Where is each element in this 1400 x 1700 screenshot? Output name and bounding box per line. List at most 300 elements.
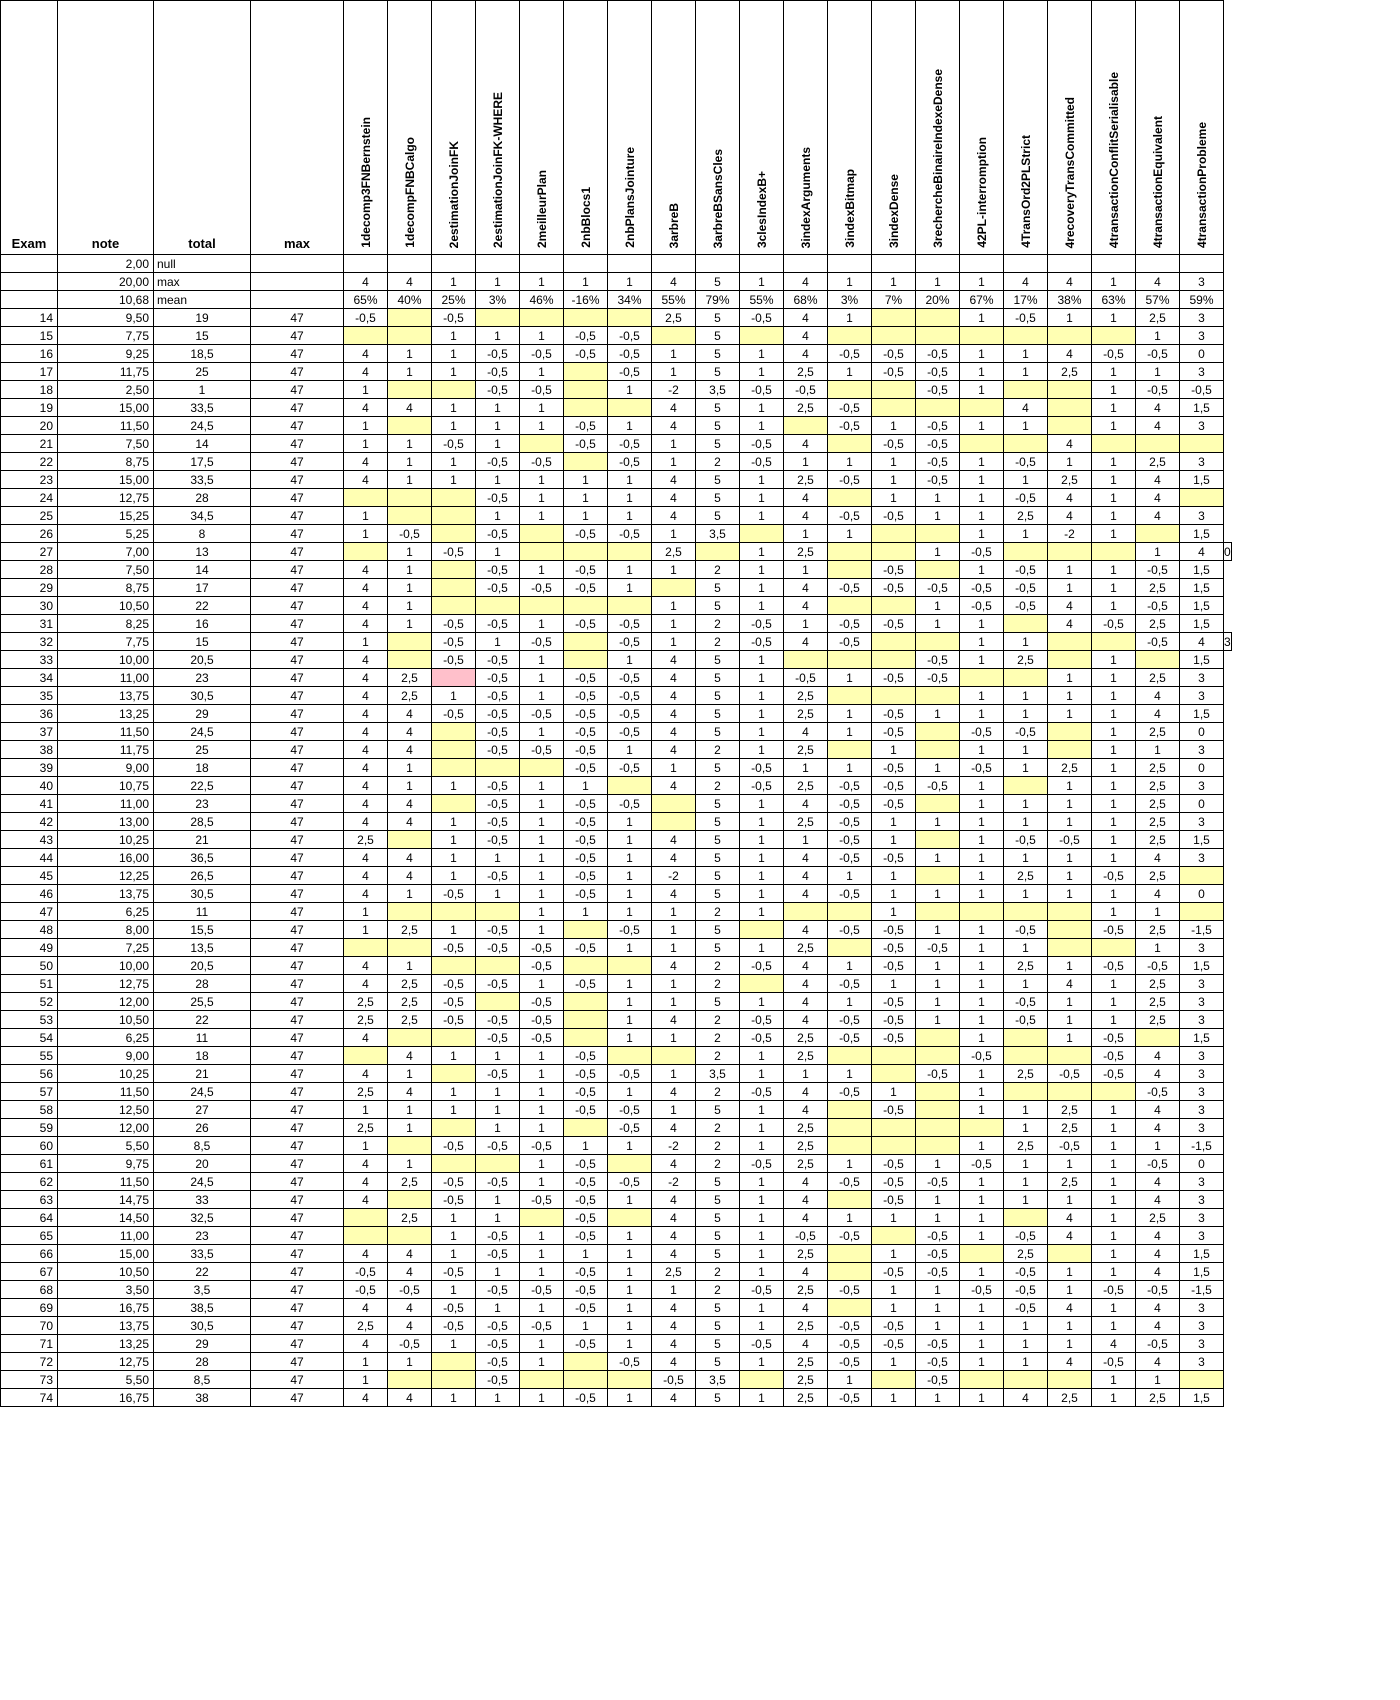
cell-question-10[interactable]: -0,5 bbox=[784, 669, 828, 687]
cell-question-16[interactable]: -2 bbox=[1048, 525, 1092, 543]
cell-question-12[interactable]: -0,5 bbox=[872, 957, 916, 975]
cell-question-8[interactable]: 5 bbox=[696, 489, 740, 507]
cell-question-12[interactable]: -0,5 bbox=[872, 345, 916, 363]
cell-question-19[interactable]: 3 bbox=[1180, 975, 1224, 993]
cell-question-14[interactable]: 1 bbox=[960, 939, 1004, 957]
cell-note[interactable]: 9,00 bbox=[58, 1047, 154, 1065]
cell-question-19[interactable]: 4 bbox=[1180, 633, 1224, 651]
cell-exam[interactable]: 63 bbox=[1, 1191, 58, 1209]
cell-question-18[interactable]: 2,5 bbox=[1136, 453, 1180, 471]
cell-question-8[interactable]: 5 bbox=[696, 1101, 740, 1119]
stat-value-cell-10[interactable]: 4 bbox=[784, 273, 828, 291]
cell-question-9[interactable]: -0,5 bbox=[740, 1029, 784, 1047]
cell-question-2[interactable]: -0,5 bbox=[432, 705, 476, 723]
stat-value-cell-4[interactable] bbox=[520, 255, 564, 273]
cell-question-0[interactable]: 4 bbox=[344, 1173, 388, 1191]
cell-question-2[interactable]: 1 bbox=[432, 345, 476, 363]
cell-question-7[interactable]: 4 bbox=[652, 957, 696, 975]
cell-question-17[interactable]: 1 bbox=[1092, 795, 1136, 813]
table-row[interactable] bbox=[1, 489, 1232, 507]
cell-question-5[interactable]: -0,5 bbox=[564, 1065, 608, 1083]
cell-question-6[interactable]: -0,5 bbox=[608, 525, 652, 543]
cell-question-12[interactable]: 1 bbox=[872, 1245, 916, 1263]
cell-total[interactable]: 38 bbox=[154, 1389, 251, 1407]
cell-question-9[interactable]: 1 bbox=[740, 1119, 784, 1137]
cell-question-0[interactable] bbox=[344, 1047, 388, 1065]
table-row[interactable] bbox=[1, 741, 1232, 759]
cell-question-13[interactable]: 1 bbox=[916, 543, 960, 561]
cell-question-15[interactable] bbox=[1004, 903, 1048, 921]
cell-question-18[interactable]: 4 bbox=[1136, 885, 1180, 903]
cell-question-13[interactable] bbox=[916, 795, 960, 813]
cell-question-10[interactable]: 4 bbox=[784, 957, 828, 975]
cell-question-10[interactable] bbox=[784, 417, 828, 435]
cell-question-6[interactable]: 1 bbox=[608, 471, 652, 489]
cell-question-17[interactable]: 1 bbox=[1092, 1101, 1136, 1119]
cell-total[interactable]: 22 bbox=[154, 1011, 251, 1029]
cell-question-19[interactable]: 3 bbox=[1180, 417, 1224, 435]
cell-question-6[interactable] bbox=[608, 1047, 652, 1065]
table-row[interactable] bbox=[1, 1281, 1232, 1299]
cell-question-3[interactable]: -0,5 bbox=[476, 1281, 520, 1299]
cell-question-0[interactable]: 4 bbox=[344, 399, 388, 417]
cell-question-9[interactable] bbox=[740, 975, 784, 993]
cell-question-8[interactable]: 2 bbox=[696, 1011, 740, 1029]
cell-question-16[interactable]: 2,5 bbox=[1048, 1101, 1092, 1119]
cell-question-19[interactable]: -1,5 bbox=[1180, 1281, 1224, 1299]
cell-question-4[interactable]: 1 bbox=[520, 669, 564, 687]
cell-question-4[interactable]: 1 bbox=[520, 1173, 564, 1191]
cell-question-4[interactable]: 1 bbox=[520, 1227, 564, 1245]
stat-value-cell-5[interactable]: 1 bbox=[564, 273, 608, 291]
cell-note[interactable]: 5,50 bbox=[58, 1371, 154, 1389]
cell-question-14[interactable] bbox=[960, 1119, 1004, 1137]
cell-question-10[interactable]: 2,5 bbox=[784, 1371, 828, 1389]
cell-question-4[interactable]: 1 bbox=[520, 777, 564, 795]
cell-question-19[interactable]: 3 bbox=[1180, 939, 1224, 957]
cell-question-9[interactable]: 1 bbox=[740, 399, 784, 417]
cell-question-1[interactable] bbox=[388, 489, 432, 507]
cell-question-10[interactable]: 2,5 bbox=[784, 1047, 828, 1065]
cell-exam[interactable]: 64 bbox=[1, 1209, 58, 1227]
cell-question-11[interactable] bbox=[828, 1299, 872, 1317]
cell-exam[interactable]: 71 bbox=[1, 1335, 58, 1353]
cell-question-1[interactable]: 4 bbox=[388, 741, 432, 759]
cell-question-7[interactable]: 4 bbox=[652, 1299, 696, 1317]
cell-question-0[interactable] bbox=[344, 327, 388, 345]
cell-question-14[interactable] bbox=[960, 1245, 1004, 1263]
cell-question-19[interactable]: 3 bbox=[1180, 363, 1224, 381]
cell-note[interactable]: 11,75 bbox=[58, 741, 154, 759]
cell-question-6[interactable]: 1 bbox=[608, 1227, 652, 1245]
cell-question-18[interactable]: 1 bbox=[1136, 327, 1180, 345]
cell-question-19[interactable]: 1,5 bbox=[1180, 525, 1224, 543]
cell-exam[interactable]: 26 bbox=[1, 525, 58, 543]
cell-exam[interactable]: 37 bbox=[1, 723, 58, 741]
cell-question-2[interactable] bbox=[432, 669, 476, 687]
cell-exam[interactable]: 29 bbox=[1, 579, 58, 597]
cell-max[interactable]: 47 bbox=[251, 561, 344, 579]
stat-value-cell-3[interactable] bbox=[476, 255, 520, 273]
cell-question-6[interactable]: -0,5 bbox=[608, 1353, 652, 1371]
cell-question-1[interactable]: 1 bbox=[388, 1101, 432, 1119]
cell-question-8[interactable]: 2 bbox=[696, 957, 740, 975]
cell-question-4[interactable]: 1 bbox=[520, 1155, 564, 1173]
cell-question-10[interactable]: 2,5 bbox=[784, 705, 828, 723]
cell-question-17[interactable]: -0,5 bbox=[1092, 345, 1136, 363]
cell-total[interactable]: 15,5 bbox=[154, 921, 251, 939]
cell-question-18[interactable] bbox=[1136, 435, 1180, 453]
stat-value-cell-6[interactable]: 34% bbox=[608, 291, 652, 309]
cell-exam[interactable]: 65 bbox=[1, 1227, 58, 1245]
stat-value-cell-4[interactable]: 46% bbox=[520, 291, 564, 309]
cell-question-10[interactable] bbox=[784, 651, 828, 669]
cell-total[interactable]: 15 bbox=[154, 633, 251, 651]
cell-question-3[interactable]: 1 bbox=[476, 1389, 520, 1407]
cell-question-1[interactable]: 4 bbox=[388, 795, 432, 813]
cell-question-4[interactable] bbox=[520, 525, 564, 543]
cell-total[interactable]: 18,5 bbox=[154, 345, 251, 363]
table-row[interactable] bbox=[1, 597, 1232, 615]
cell-question-1[interactable]: 1 bbox=[388, 543, 432, 561]
cell-question-0[interactable]: 4 bbox=[344, 345, 388, 363]
cell-question-4[interactable] bbox=[520, 597, 564, 615]
cell-question-2[interactable]: -0,5 bbox=[432, 975, 476, 993]
cell-max[interactable]: 47 bbox=[251, 363, 344, 381]
cell-question-6[interactable] bbox=[608, 1371, 652, 1389]
cell-question-3[interactable]: -0,5 bbox=[476, 1137, 520, 1155]
cell-question-18[interactable]: -0,5 bbox=[1136, 957, 1180, 975]
cell-note[interactable]: 13,00 bbox=[58, 813, 154, 831]
cell-question-7[interactable]: 4 bbox=[652, 705, 696, 723]
cell-question-6[interactable]: 1 bbox=[608, 993, 652, 1011]
cell-max[interactable]: 47 bbox=[251, 651, 344, 669]
cell-max[interactable]: 47 bbox=[251, 1083, 344, 1101]
cell-total[interactable]: 11 bbox=[154, 903, 251, 921]
cell-question-6[interactable]: -0,5 bbox=[608, 633, 652, 651]
cell-question-0[interactable]: 4 bbox=[344, 363, 388, 381]
cell-question-11[interactable]: -0,5 bbox=[828, 417, 872, 435]
cell-question-8[interactable]: 3,5 bbox=[696, 525, 740, 543]
cell-question-9[interactable]: -0,5 bbox=[740, 633, 784, 651]
cell-max[interactable]: 47 bbox=[251, 345, 344, 363]
cell-question-13[interactable]: -0,5 bbox=[916, 669, 960, 687]
cell-question-5[interactable]: -0,5 bbox=[564, 723, 608, 741]
cell-total[interactable]: 22 bbox=[154, 597, 251, 615]
table-row[interactable] bbox=[1, 1299, 1232, 1317]
cell-total[interactable]: 25,5 bbox=[154, 993, 251, 1011]
cell-question-1[interactable]: -0,5 bbox=[388, 1335, 432, 1353]
cell-question-16[interactable] bbox=[1048, 417, 1092, 435]
cell-question-18[interactable]: 2,5 bbox=[1136, 867, 1180, 885]
cell-question-6[interactable]: 1 bbox=[608, 831, 652, 849]
cell-note[interactable]: 11,50 bbox=[58, 1083, 154, 1101]
cell-total[interactable]: 30,5 bbox=[154, 1317, 251, 1335]
cell-question-11[interactable]: -0,5 bbox=[828, 1389, 872, 1407]
cell-question-13[interactable]: -0,5 bbox=[916, 1245, 960, 1263]
stat-value-cell-14[interactable] bbox=[960, 255, 1004, 273]
cell-question-8[interactable]: 5 bbox=[696, 831, 740, 849]
cell-question-14[interactable]: 1 bbox=[960, 885, 1004, 903]
cell-question-15[interactable] bbox=[1004, 543, 1048, 561]
cell-question-4[interactable]: 1 bbox=[520, 687, 564, 705]
cell-question-12[interactable]: -0,5 bbox=[872, 1335, 916, 1353]
cell-max[interactable]: 47 bbox=[251, 795, 344, 813]
cell-total[interactable]: 20,5 bbox=[154, 957, 251, 975]
cell-question-11[interactable]: -0,5 bbox=[828, 471, 872, 489]
cell-question-18[interactable]: 1 bbox=[1136, 363, 1180, 381]
cell-max[interactable]: 47 bbox=[251, 723, 344, 741]
table-row[interactable] bbox=[1, 1029, 1232, 1047]
cell-exam[interactable]: 68 bbox=[1, 1281, 58, 1299]
cell-total[interactable]: 18 bbox=[154, 1047, 251, 1065]
cell-question-1[interactable]: 1 bbox=[388, 597, 432, 615]
cell-question-13[interactable]: 1 bbox=[916, 885, 960, 903]
cell-question-3[interactable]: 1 bbox=[476, 435, 520, 453]
cell-question-0[interactable]: 4 bbox=[344, 759, 388, 777]
cell-note[interactable]: 15,00 bbox=[58, 1245, 154, 1263]
cell-question-13[interactable] bbox=[916, 561, 960, 579]
cell-question-16[interactable]: 1 bbox=[1048, 579, 1092, 597]
cell-max[interactable]: 47 bbox=[251, 1281, 344, 1299]
cell-total[interactable]: 3,5 bbox=[154, 1281, 251, 1299]
cell-question-5[interactable]: -0,5 bbox=[564, 1083, 608, 1101]
cell-question-16[interactable]: 1 bbox=[1048, 1335, 1092, 1353]
cell-question-2[interactable] bbox=[432, 1065, 476, 1083]
cell-question-11[interactable]: -0,5 bbox=[828, 507, 872, 525]
cell-question-1[interactable]: 1 bbox=[388, 759, 432, 777]
cell-question-8[interactable]: 5 bbox=[696, 1227, 740, 1245]
cell-question-5[interactable]: -0,5 bbox=[564, 1227, 608, 1245]
cell-question-3[interactable] bbox=[476, 759, 520, 777]
cell-max[interactable]: 47 bbox=[251, 813, 344, 831]
cell-question-9[interactable]: 1 bbox=[740, 1245, 784, 1263]
cell-question-9[interactable]: 1 bbox=[740, 1299, 784, 1317]
cell-question-11[interactable] bbox=[828, 1191, 872, 1209]
cell-question-9[interactable]: 1 bbox=[740, 561, 784, 579]
cell-question-11[interactable] bbox=[828, 687, 872, 705]
cell-question-2[interactable] bbox=[432, 525, 476, 543]
table-row[interactable] bbox=[1, 849, 1232, 867]
cell-question-4[interactable]: 1 bbox=[520, 903, 564, 921]
cell-question-3[interactable]: -0,5 bbox=[476, 363, 520, 381]
cell-question-4[interactable]: -0,5 bbox=[520, 1281, 564, 1299]
stat-value-cell-12[interactable]: 7% bbox=[872, 291, 916, 309]
cell-question-6[interactable]: -0,5 bbox=[608, 687, 652, 705]
cell-question-18[interactable]: 4 bbox=[1136, 1263, 1180, 1281]
cell-question-13[interactable] bbox=[916, 903, 960, 921]
cell-question-6[interactable]: -0,5 bbox=[608, 1065, 652, 1083]
cell-question-11[interactable] bbox=[828, 939, 872, 957]
cell-exam[interactable]: 60 bbox=[1, 1137, 58, 1155]
stat-value-cell-16[interactable]: 38% bbox=[1048, 291, 1092, 309]
cell-question-13[interactable]: 1 bbox=[916, 615, 960, 633]
cell-question-18[interactable]: 4 bbox=[1136, 1227, 1180, 1245]
cell-question-13[interactable]: 1 bbox=[916, 1209, 960, 1227]
table-row[interactable] bbox=[1, 1065, 1232, 1083]
cell-question-12[interactable]: 1 bbox=[872, 867, 916, 885]
cell-question-1[interactable]: 4 bbox=[388, 1317, 432, 1335]
cell-total[interactable]: 13,5 bbox=[154, 939, 251, 957]
cell-question-2[interactable] bbox=[432, 489, 476, 507]
stat-value-cell-7[interactable]: 55% bbox=[652, 291, 696, 309]
cell-exam[interactable]: 47 bbox=[1, 903, 58, 921]
cell-question-14[interactable]: 1 bbox=[960, 1209, 1004, 1227]
cell-question-14[interactable]: 1 bbox=[960, 849, 1004, 867]
cell-question-14[interactable]: 1 bbox=[960, 381, 1004, 399]
cell-question-4[interactable]: -0,5 bbox=[520, 1029, 564, 1047]
cell-question-6[interactable]: -0,5 bbox=[608, 705, 652, 723]
cell-question-18[interactable]: 2,5 bbox=[1136, 615, 1180, 633]
cell-question-9[interactable]: -0,5 bbox=[740, 309, 784, 327]
cell-question-1[interactable]: 4 bbox=[388, 867, 432, 885]
cell-question-15[interactable]: 2,5 bbox=[1004, 957, 1048, 975]
cell-question-13[interactable] bbox=[916, 687, 960, 705]
cell-question-8[interactable]: 5 bbox=[696, 327, 740, 345]
cell-question-14[interactable]: 1 bbox=[960, 741, 1004, 759]
cell-question-1[interactable] bbox=[388, 939, 432, 957]
stat-value-cell-12[interactable] bbox=[872, 255, 916, 273]
cell-question-1[interactable]: 2,5 bbox=[388, 1011, 432, 1029]
cell-question-12[interactable]: -0,5 bbox=[872, 507, 916, 525]
cell-question-18[interactable] bbox=[1136, 1029, 1180, 1047]
cell-question-17[interactable]: -0,5 bbox=[1092, 615, 1136, 633]
cell-question-17[interactable]: 1 bbox=[1092, 1245, 1136, 1263]
cell-question-4[interactable]: -0,5 bbox=[520, 741, 564, 759]
cell-question-11[interactable]: -0,5 bbox=[828, 975, 872, 993]
cell-question-12[interactable]: -0,5 bbox=[872, 615, 916, 633]
cell-question-2[interactable]: -0,5 bbox=[432, 1137, 476, 1155]
cell-exam[interactable]: 42 bbox=[1, 813, 58, 831]
cell-question-11[interactable] bbox=[828, 327, 872, 345]
cell-question-16[interactable] bbox=[1048, 939, 1092, 957]
stat-value-cell-1[interactable] bbox=[388, 255, 432, 273]
table-row[interactable] bbox=[1, 1137, 1232, 1155]
stat-value-cell-1[interactable]: 4 bbox=[388, 273, 432, 291]
cell-question-15[interactable]: 1 bbox=[1004, 813, 1048, 831]
cell-exam[interactable]: 17 bbox=[1, 363, 58, 381]
cell-note[interactable]: 16,75 bbox=[58, 1299, 154, 1317]
cell-question-15[interactable]: 1 bbox=[1004, 1101, 1048, 1119]
cell-total[interactable]: 24,5 bbox=[154, 1083, 251, 1101]
cell-question-5[interactable]: -0,5 bbox=[564, 1191, 608, 1209]
cell-question-18[interactable]: 1 bbox=[1136, 1137, 1180, 1155]
cell-question-14[interactable]: 1 bbox=[960, 1029, 1004, 1047]
table-row[interactable] bbox=[1, 651, 1232, 669]
cell-question-10[interactable]: 2,5 bbox=[784, 471, 828, 489]
cell-total[interactable]: 24,5 bbox=[154, 723, 251, 741]
cell-question-16[interactable]: 4 bbox=[1048, 345, 1092, 363]
cell-question-5[interactable]: -0,5 bbox=[564, 1389, 608, 1407]
cell-question-19[interactable]: 1,5 bbox=[1180, 957, 1224, 975]
cell-question-11[interactable]: 1 bbox=[828, 993, 872, 1011]
cell-question-10[interactable]: 1 bbox=[784, 1065, 828, 1083]
cell-question-8[interactable]: 2 bbox=[696, 1083, 740, 1101]
cell-question-12[interactable] bbox=[872, 1065, 916, 1083]
cell-max[interactable]: 47 bbox=[251, 381, 344, 399]
cell-question-4[interactable]: 1 bbox=[520, 507, 564, 525]
cell-question-8[interactable]: 5 bbox=[696, 705, 740, 723]
cell-question-17[interactable]: 1 bbox=[1092, 453, 1136, 471]
cell-exam[interactable]: 51 bbox=[1, 975, 58, 993]
cell-question-17[interactable]: 4 bbox=[1092, 1335, 1136, 1353]
cell-question-14[interactable]: 1 bbox=[960, 1263, 1004, 1281]
cell-question-2[interactable]: -0,5 bbox=[432, 543, 476, 561]
cell-question-1[interactable] bbox=[388, 1227, 432, 1245]
cell-question-10[interactable]: 4 bbox=[784, 489, 828, 507]
cell-exam[interactable]: 27 bbox=[1, 543, 58, 561]
cell-question-19[interactable]: 3 bbox=[1180, 327, 1224, 345]
cell-question-0[interactable]: 1 bbox=[344, 903, 388, 921]
cell-question-19[interactable]: 1,5 bbox=[1180, 471, 1224, 489]
cell-question-18[interactable]: 4 bbox=[1136, 849, 1180, 867]
cell-total[interactable]: 38,5 bbox=[154, 1299, 251, 1317]
cell-question-0[interactable]: -0,5 bbox=[344, 1263, 388, 1281]
cell-question-12[interactable]: -0,5 bbox=[872, 1173, 916, 1191]
cell-question-10[interactable]: 2,5 bbox=[784, 1137, 828, 1155]
table-row[interactable] bbox=[1, 363, 1232, 381]
cell-question-13[interactable] bbox=[916, 309, 960, 327]
cell-question-1[interactable]: 1 bbox=[388, 957, 432, 975]
stat-value-cell-15[interactable] bbox=[1004, 255, 1048, 273]
cell-question-12[interactable]: 1 bbox=[872, 489, 916, 507]
cell-question-13[interactable]: -0,5 bbox=[916, 1065, 960, 1083]
cell-question-9[interactable]: 1 bbox=[740, 795, 784, 813]
cell-question-18[interactable]: 4 bbox=[1136, 1299, 1180, 1317]
cell-max[interactable]: 47 bbox=[251, 831, 344, 849]
cell-max[interactable]: 47 bbox=[251, 507, 344, 525]
cell-max[interactable]: 47 bbox=[251, 1029, 344, 1047]
cell-total[interactable]: 28 bbox=[154, 489, 251, 507]
cell-exam[interactable]: 30 bbox=[1, 597, 58, 615]
cell-question-9[interactable]: 1 bbox=[740, 471, 784, 489]
stat-label-cell[interactable]: null bbox=[154, 255, 251, 273]
cell-question-16[interactable]: 2,5 bbox=[1048, 1389, 1092, 1407]
cell-question-7[interactable]: 1 bbox=[652, 939, 696, 957]
cell-question-16[interactable]: 1 bbox=[1048, 1029, 1092, 1047]
cell-question-14[interactable] bbox=[960, 435, 1004, 453]
cell-question-16[interactable]: 1 bbox=[1048, 705, 1092, 723]
cell-question-3[interactable]: 1 bbox=[476, 1101, 520, 1119]
cell-total[interactable]: 25 bbox=[154, 741, 251, 759]
cell-question-3[interactable]: 1 bbox=[476, 543, 520, 561]
cell-question-1[interactable]: 1 bbox=[388, 471, 432, 489]
cell-question-13[interactable]: -0,5 bbox=[916, 651, 960, 669]
cell-note[interactable]: 10,25 bbox=[58, 1065, 154, 1083]
cell-question-10[interactable]: 2,5 bbox=[784, 1155, 828, 1173]
cell-question-6[interactable]: 1 bbox=[608, 417, 652, 435]
cell-question-8[interactable]: 3,5 bbox=[696, 1371, 740, 1389]
cell-question-3[interactable]: -0,5 bbox=[476, 579, 520, 597]
stat-value-cell-14[interactable]: 67% bbox=[960, 291, 1004, 309]
cell-question-12[interactable]: -0,5 bbox=[872, 1011, 916, 1029]
cell-question-2[interactable] bbox=[432, 957, 476, 975]
cell-question-10[interactable]: 4 bbox=[784, 579, 828, 597]
cell-question-4[interactable] bbox=[520, 309, 564, 327]
cell-total[interactable]: 24,5 bbox=[154, 1173, 251, 1191]
cell-max[interactable]: 47 bbox=[251, 435, 344, 453]
cell-exam[interactable]: 59 bbox=[1, 1119, 58, 1137]
stat-value-cell-17[interactable] bbox=[1092, 255, 1136, 273]
cell-question-9[interactable]: 1 bbox=[740, 579, 784, 597]
cell-question-9[interactable]: 1 bbox=[740, 507, 784, 525]
cell-question-19[interactable]: 1,5 bbox=[1180, 705, 1224, 723]
cell-question-12[interactable] bbox=[872, 1137, 916, 1155]
cell-max[interactable]: 47 bbox=[251, 417, 344, 435]
cell-question-6[interactable]: -0,5 bbox=[608, 1173, 652, 1191]
cell-question-7[interactable]: 1 bbox=[652, 759, 696, 777]
table-row[interactable] bbox=[1, 957, 1232, 975]
